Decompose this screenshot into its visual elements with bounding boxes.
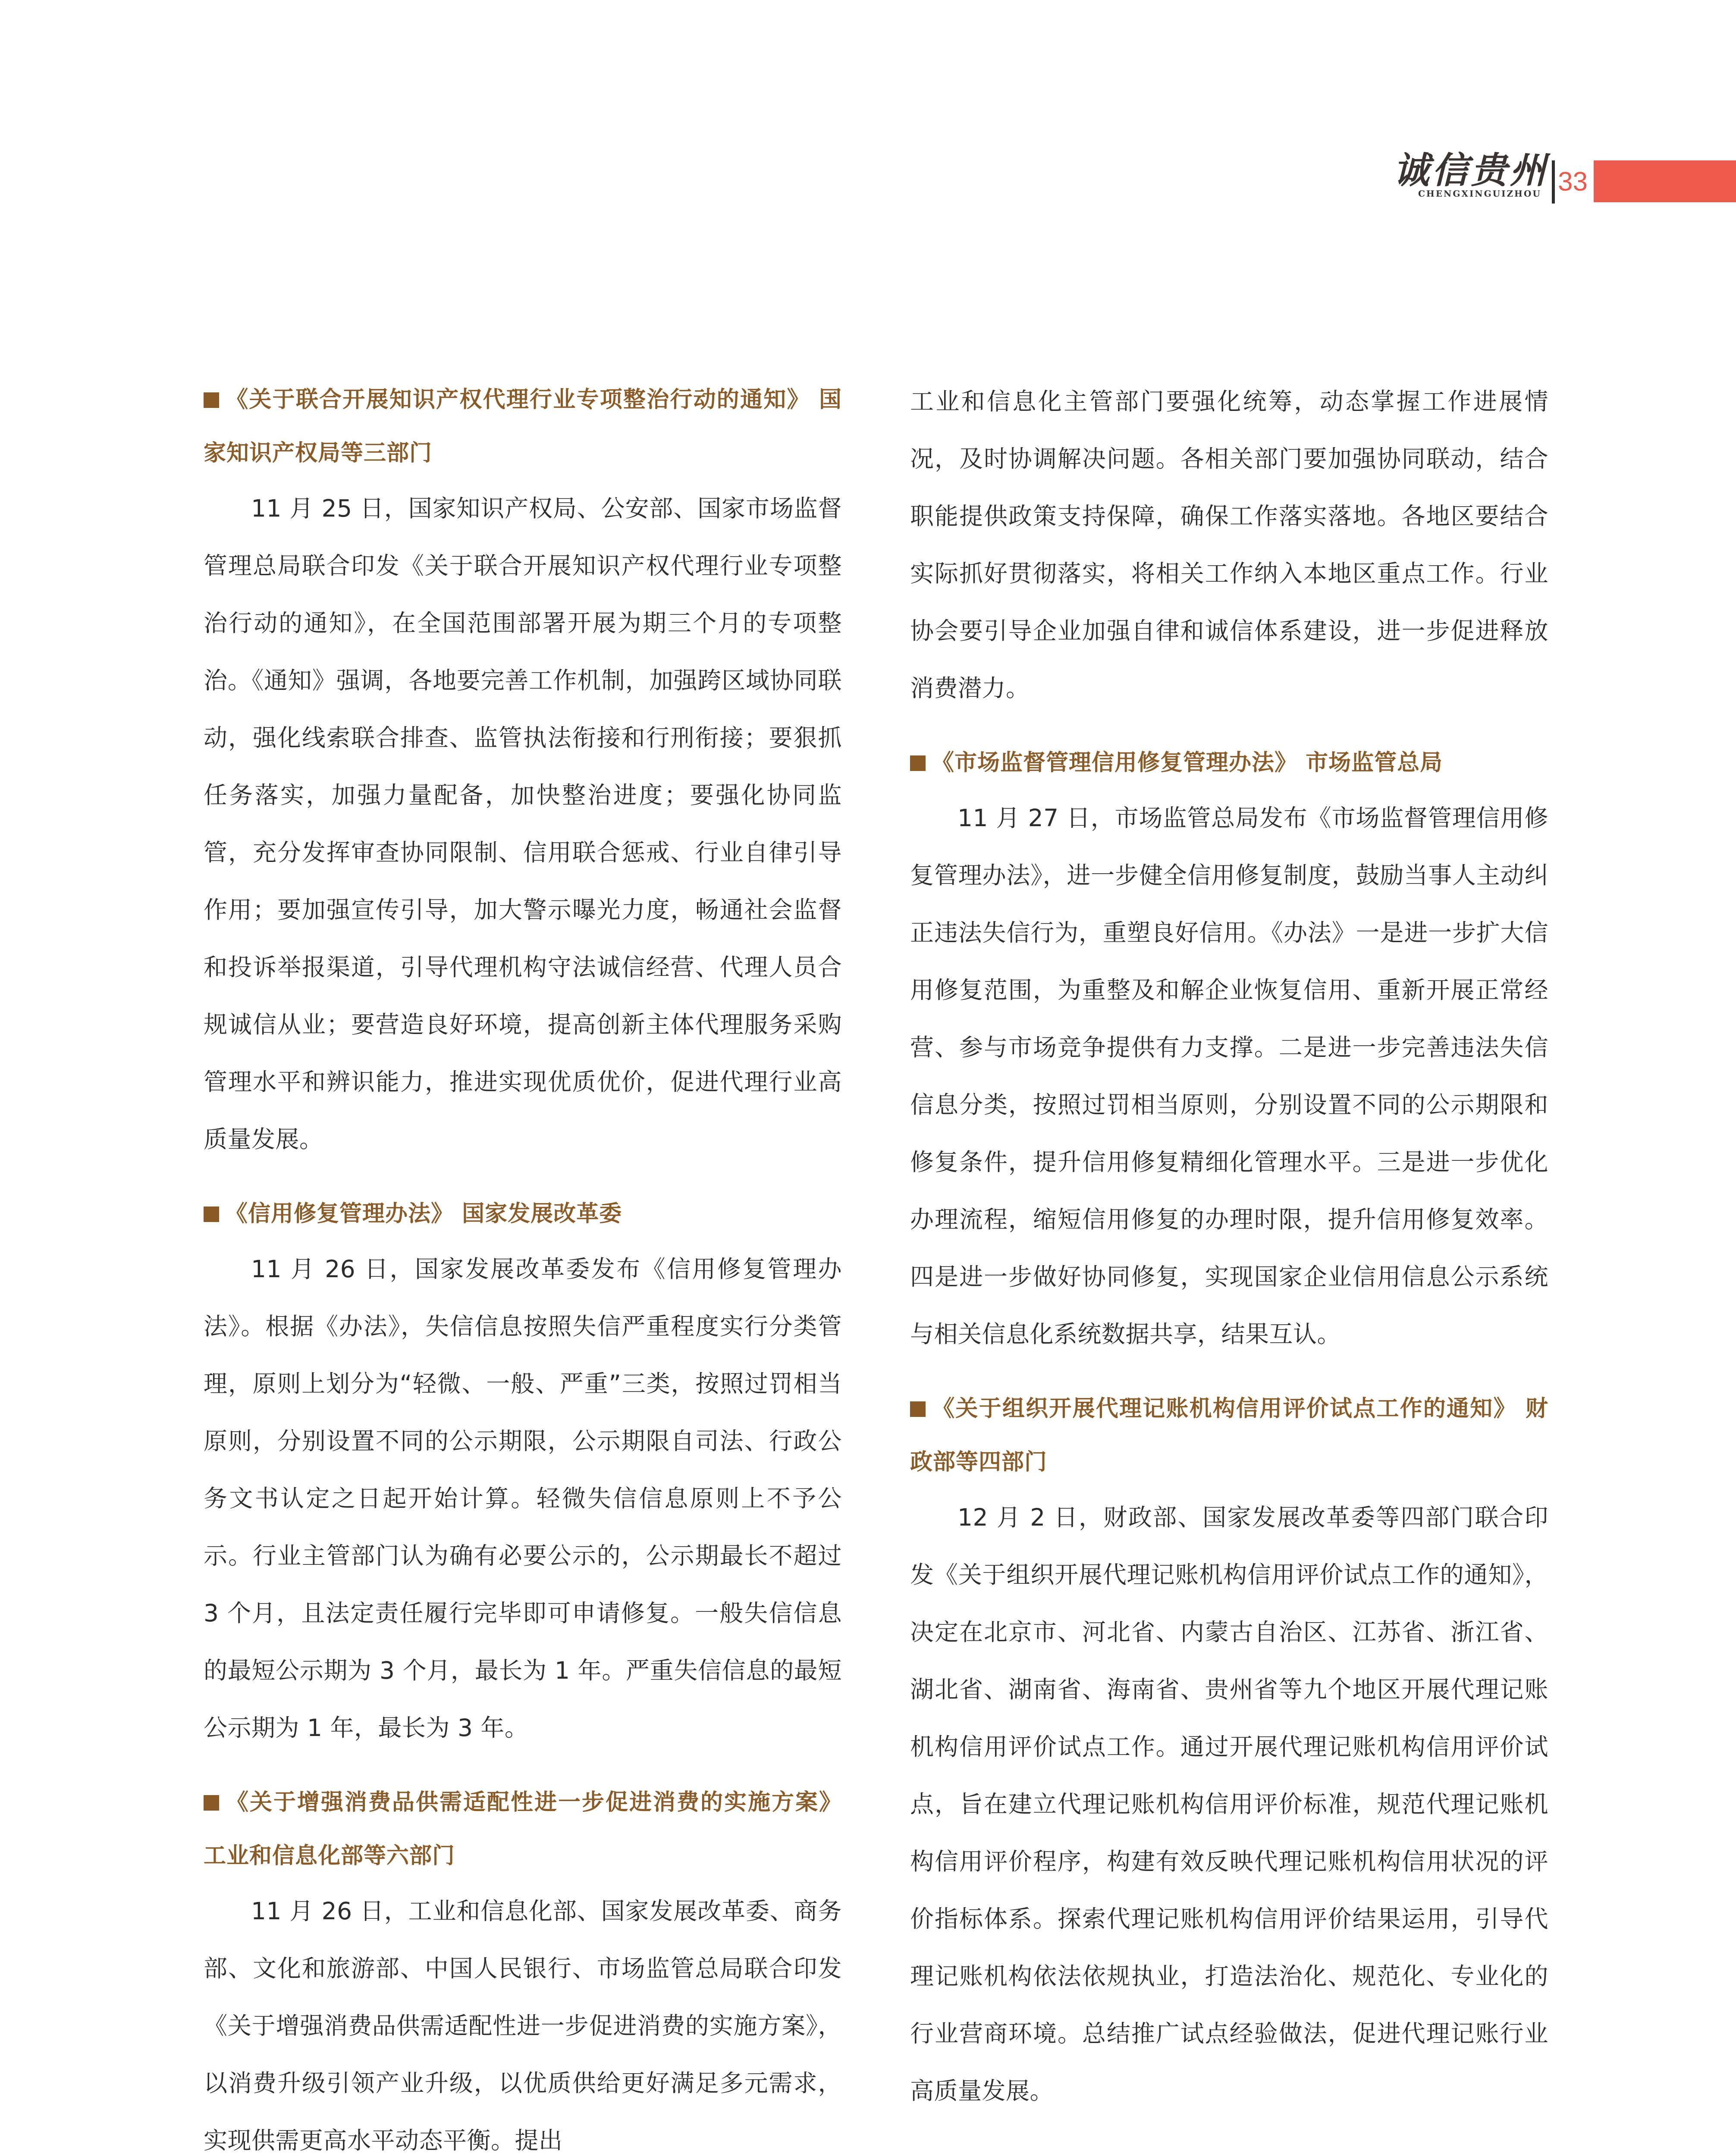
section-body: 11 月 26 日，工业和信息化部、国家发展改革委、商务部、文化和旅游部、中国人民银行、市场监管总局联合印发《关于增强消费品供需适配性进一步促进消费的实施方案》，以消费升级引领产业升级，以优质供给更好满足多元需求，实现供需更高水平动态平衡。提出	[204, 1897, 842, 2154]
magazine-logo-pinyin: CHENGXINGUIZHOU	[1418, 188, 1541, 199]
section-heading-text: 《市场监督管理信用修复管理办法》 市场监管总局	[932, 750, 1443, 776]
page-number-divider	[1552, 160, 1555, 204]
section-heading	[204, 1776, 842, 1883]
heading-bullet-icon	[910, 755, 926, 771]
section-heading-text: 《关于增强消费品供需适配性进一步促进消费的实施方案》 工业和信息化部等六部门	[204, 1789, 842, 1869]
heading-bullet-icon	[910, 1401, 926, 1417]
page-number: 33	[1558, 167, 1588, 197]
magazine-logo: 诚信贵州	[1393, 149, 1549, 191]
section-body: 11 月 25 日，国家知识产权局、公安部、国家市场监督管理总局联合印发《关于联合开展知识产权代理行业专项整治行动的通知》，在全国范围部署开展为期三个月的专项整治。《通知》强调，各地要完善工作机制，加强跨区域协同联动，强化线索联合排查、监管执法衔接和行刑衔接；要狠抓任务落实，加强力量配备，加快整治进度；要强化协同监管，充分发挥审查协同限制、信用联合惩戒、行业自律引导作用；要加强宣传引导，加大警示曝光力度，畅通社会监督和投诉举报渠道，引导代理机构守法诚信经营、代理人员合规诚信从业；要营造良好环境，提高创新主体代理服务采购管理水平和辨识能力，推进实现优质优价，促进代理行业高质量发展。	[204, 495, 842, 1153]
section-heading-text: 《关于组织开展代理记账机构信用评价试点工作的通知》 财政部等四部门	[910, 1396, 1548, 1475]
left-column	[204, 373, 842, 2156]
right-column	[910, 373, 1548, 2139]
section-body: 11 月 26 日，国家发展改革委发布《信用修复管理办法》。根据《办法》，失信信息按照失信严重程度实行分类管理，原则上划分为“轻微、一般、严重”三类，按照过罚相当原则，分别设置不同的公示期限，公示期限自司法、行政公务文书认定之日起开始计算。轻微失信信息原则上不予公示。行业主管部门认为确有必要公示的，公示期最长不超过 3 个月，且法定责任履行完毕即可申请修复。一般失信信息的最短公示期为 3 个月，最长为 1 年。严重失信信息的最短公示期为 1 年，最长为 3 年。	[204, 1255, 842, 1742]
masthead	[1393, 149, 1557, 205]
heading-bullet-icon	[204, 1206, 219, 1222]
section-heading	[910, 1382, 1548, 1489]
section-body: 12 月 2 日，财政部、国家发展改革委等四部门联合印发《关于组织开展代理记账机构信用评价试点工作的通知》，决定在北京市、河北省、内蒙古自治区、江苏省、浙江省、湖北省、湖南省、海南省、贵州省等九个地区开展代理记账机构信用评价试点工作。通过开展代理记账机构信用评价试点，旨在建立代理记账机构信用评价标准，规范代理记账机构信用评价程序，构建有效反映代理记账机构信用状况的评价指标体系。探索代理记账机构信用评价结果运用，引导代理记账机构依法依规执业，打造法治化、规范化、专业化的行业营商环境。总结推广试点经验做法，促进代理记账行业高质量发展。	[910, 1504, 1548, 2105]
heading-bullet-icon	[204, 392, 219, 408]
heading-bullet-icon	[204, 1795, 219, 1811]
section-heading-text: 《关于联合开展知识产权代理行业专项整治行动的通知》 国家知识产权局等三部门	[204, 387, 842, 466]
section-heading	[204, 1187, 842, 1241]
section-body-continued: 工业和信息化主管部门要强化统筹，动态掌握工作进展情况，及时协调解决问题。各相关部门要加强协同联动，结合职能提供政策支持保障，确保工作落实落地。各地区要结合实际抓好贯彻落实，将相关工作纳入本地区重点工作。行业协会要引导企业加强自律和诚信体系建设，进一步促进释放消费潜力。	[910, 388, 1548, 702]
section-heading	[204, 373, 842, 480]
header-accent-bar	[1594, 160, 1736, 202]
section-heading-text: 《信用修复管理办法》 国家发展改革委	[225, 1201, 622, 1227]
section-heading	[910, 736, 1548, 790]
section-body: 11 月 27 日，市场监管总局发布《市场监督管理信用修复管理办法》，进一步健全信用修复制度，鼓励当事人主动纠正违法失信行为，重塑良好信用。《办法》一是进一步扩大信用修复范围，为重整及和解企业恢复信用、重新开展正常经营、参与市场竞争提供有力支撑。二是进一步完善违法失信信息分类，按照过罚相当原则，分别设置不同的公示期限和修复条件，提升信用修复精细化管理水平。三是进一步优化办理流程，缩短信用修复的办理时限，提升信用修复效率。四是进一步做好协同修复，实现国家企业信用信息公示系统与相关信息化系统数据共享，结果互认。	[910, 804, 1548, 1348]
